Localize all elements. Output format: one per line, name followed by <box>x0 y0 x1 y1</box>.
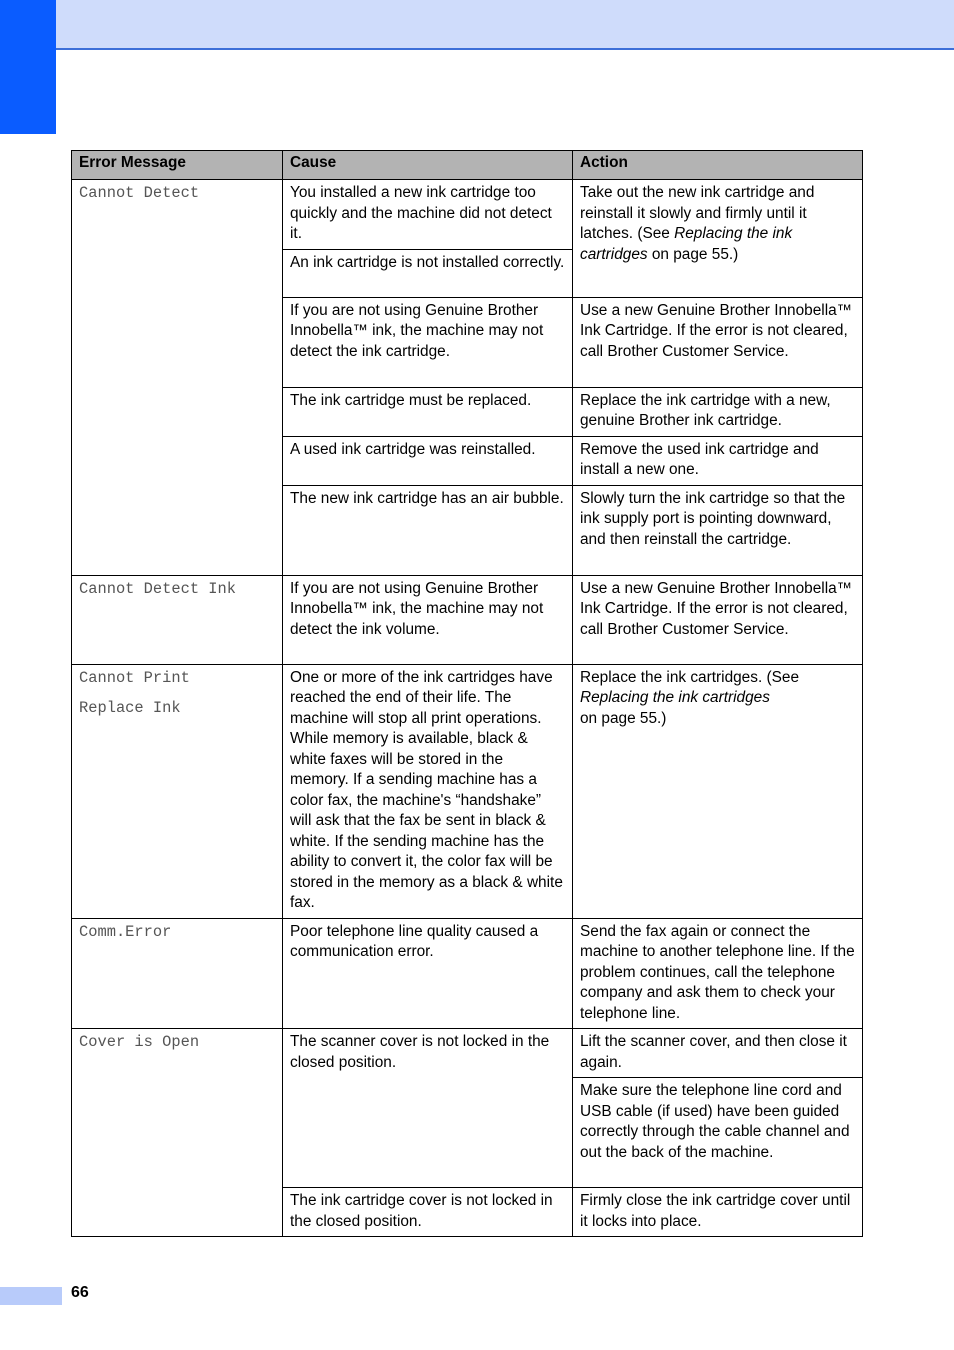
cause-cell: If you are not using Genuine Brother Innobella™ ink, the machine may not detect the ink cartridge. <box>283 297 573 387</box>
action-cell: Replace the ink cartridge with a new, genuine Brother ink cartridge. <box>573 387 863 436</box>
action-cell: Remove the used ink cartridge and install a new one. <box>573 436 863 485</box>
error-message: Cover is Open <box>72 1029 283 1237</box>
error-message: Cannot Detect Ink <box>72 575 283 664</box>
error-message-line: Replace Ink <box>79 699 181 717</box>
header-cause: Cause <box>283 151 573 180</box>
header-band <box>0 0 954 50</box>
cause-cell: An ink cartridge is not installed correctly. <box>283 249 573 297</box>
cause-cell: The ink cartridge must be replaced. <box>283 387 573 436</box>
cause-cell: Poor telephone line quality caused a communication error. <box>283 918 573 1029</box>
cause-cell: You installed a new ink cartridge too quickly and the machine did not detect it. <box>283 180 573 250</box>
cross-reference: Replacing the ink cartridges <box>580 225 793 263</box>
error-message-line: Cannot Print <box>79 668 190 687</box>
page-number: 66 <box>71 1284 89 1301</box>
error-messages-table <box>71 150 863 1237</box>
table-row <box>72 664 863 918</box>
action-cell: Lift the scanner cover, and then close it again. <box>573 1029 863 1078</box>
error-message: Cannot Detect <box>72 180 283 576</box>
cause-cell: The new ink cartridge has an air bubble. <box>283 485 573 575</box>
cause-cell: A used ink cartridge was reinstalled. <box>283 436 573 485</box>
action-text: Take out the new ink cartridge and reinstall it slowly and firmly until it latches. (See <box>580 184 815 242</box>
action-cell <box>573 180 863 298</box>
table-header-row <box>72 151 863 180</box>
cause-cell: One or more of the ink cartridges have reached the end of their life. The machine will stop all print operations. While memory is available, black & white faxes will be stored in the memory. If a sending machine has a color fax, the machine's “handshake” will ask that the fax be sent in black & white. If the sending machine has the ability to convert it, the color fax will be stored in the memory as a black & white fax. <box>283 664 573 918</box>
action-cell: Firmly close the ink cartridge cover until it locks into place. <box>573 1188 863 1237</box>
table-row <box>72 1029 863 1078</box>
table-row <box>72 918 863 1029</box>
action-text: on page 55.) <box>580 709 667 727</box>
table-row <box>72 575 863 664</box>
page-number-tab <box>0 1287 62 1305</box>
cause-cell: If you are not using Genuine Brother Innobella™ ink, the machine may not detect the ink volume. <box>283 575 573 664</box>
action-text: Replace the ink cartridges. (See <box>580 668 800 686</box>
table-row <box>72 180 863 250</box>
action-cell: Use a new Genuine Brother Innobella™ Ink Cartridge. If the error is not cleared, call Brother Customer Service. <box>573 297 863 387</box>
error-message: Comm.Error <box>72 918 283 1029</box>
action-cell <box>573 664 863 918</box>
cross-reference: Replacing the ink cartridges <box>580 689 770 706</box>
chapter-tab <box>0 0 56 134</box>
action-cell: Slowly turn the ink cartridge so that the ink supply port is pointing downward, and then reinstall the cartridge. <box>573 485 863 575</box>
action-cell: Send the fax again or connect the machine to another telephone line. If the problem continues, call the telephone company and ask them to check your telephone line. <box>573 918 863 1029</box>
error-message <box>72 664 283 918</box>
action-cell: Make sure the telephone line cord and USB cable (if used) have been guided correctly through the cable channel and out the back of the machine. <box>573 1078 863 1188</box>
cause-cell: The ink cartridge cover is not locked in the closed position. <box>283 1188 573 1237</box>
action-cell: Use a new Genuine Brother Innobella™ Ink Cartridge. If the error is not cleared, call Brother Customer Service. <box>573 575 863 664</box>
header-error-message: Error Message <box>72 151 283 180</box>
header-action: Action <box>573 151 863 180</box>
action-text: on page 55.) <box>647 245 739 263</box>
cause-cell: The scanner cover is not locked in the closed position. <box>283 1029 573 1188</box>
